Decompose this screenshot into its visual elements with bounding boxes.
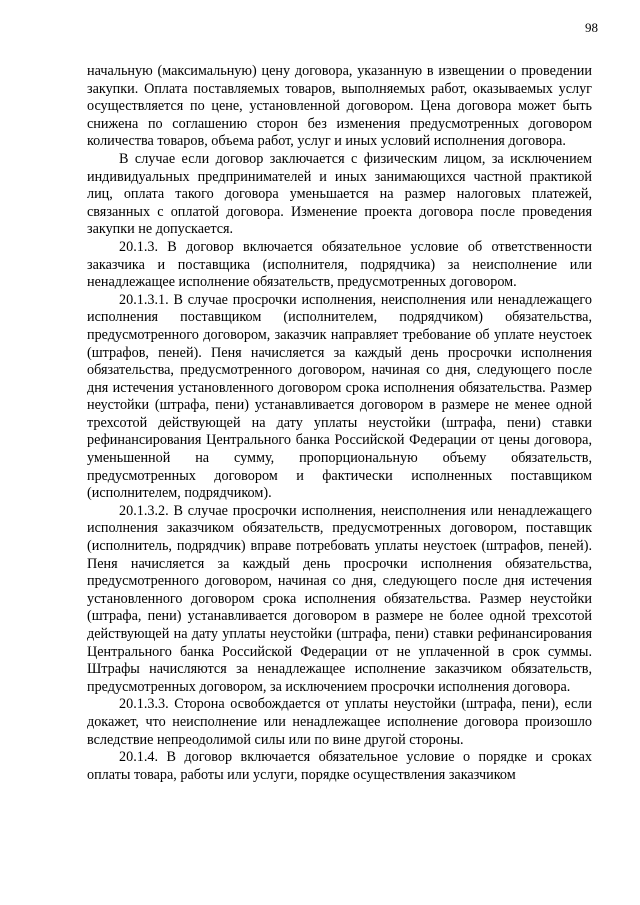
paragraph-price-terms: начальную (максимальную) цену договора, указанную в извещении о проведении закупки. Оплата поставляемых товаров, выполняемых работ, оказываемых услуг осуществляется по цене, установленной договором. Цена договора может быть снижена по соглашению сторон без изменения предусмотренных договором количества товаров, объема работ, услуг и иных условий исполнения договора. (87, 63, 592, 150)
paragraph-20-1-3-2: 20.1.3.2. В случае просрочки исполнения, неисполнения или ненадлежащего исполнения заказчиком обязательств, предусмотренных договором, поставщик (исполнитель, подрядчик) вправе потребовать уплаты неустоек (штрафов, пеней). Пеня начисляется за каждый день просрочки исполнения обязательства, предусмотренного договором, начиная со дня, следующего после дня истечения установленного договором срока исполнения обязательства. Размер неустойки (штрафа, пени) устанавливается договором в размере не более одной трехсотой действующей на дату уплаты неустойки (штрафа, пени) ставки рефинансирования Центрального банка Российской Федерации от не уплаченной в срок суммы. Штрафы начисляются за ненадлежащее исполнение заказчиком обязательств, предусмотренных договором, за исключением просрочки исполнения договора. (87, 502, 592, 695)
page-number: 98 (585, 20, 598, 35)
paragraph-20-1-4: 20.1.4. В договор включается обязательное условие о порядке и сроках оплаты товара, работы или услуги, порядке осуществления заказчиком (87, 749, 592, 783)
paragraph-20-1-3-3: 20.1.3.3. Сторона освобождается от уплаты неустойки (штрафа, пени), если докажет, что неисполнение или ненадлежащее исполнение договора произошло вследствие непреодолимой силы или по вине другой стороны. (87, 696, 592, 748)
document-body (87, 63, 592, 784)
paragraph-20-1-3-1: 20.1.3.1. В случае просрочки исполнения, неисполнения или ненадлежащего исполнения поставщиком (исполнителем, подрядчиком) обязательства, предусмотренного договором, заказчик направляет требование об уплате неустоек (штрафов, пеней). Пеня начисляется за каждый день просрочки исполнения обязательства, предусмотренного договором, начиная со дня, следующего после дня истечения установленного договором срока исполнения обязательства. Размер неустойки (штрафа, пени) устанавливается договором в размере не менее одной трехсотой действующей на дату уплаты неустойки (штрафа, пени) ставки рефинансирования Центрального банка Российской Федерации от цены договора, уменьшенной на сумму, пропорциональную объему обязательств, предусмотренных договором и фактически исполненных поставщиком (исполнителем, подрядчиком). (87, 291, 592, 502)
paragraph-individual-contract: В случае если договор заключается с физическим лицом, за исключением индивидуальных предпринимателей и иных занимающихся частной практикой лиц, оплата такого договора уменьшается на размер налоговых платежей, связанных с оплатой договора. Изменение проекта договора после проведения закупки не допускается. (87, 150, 592, 238)
paragraph-20-1-3: 20.1.3. В договор включается обязательное условие об ответственности заказчика и поставщика (исполнителя, подрядчика) за неисполнение или ненадлежащее исполнение обязательств, предусмотренных договором. (87, 238, 592, 291)
